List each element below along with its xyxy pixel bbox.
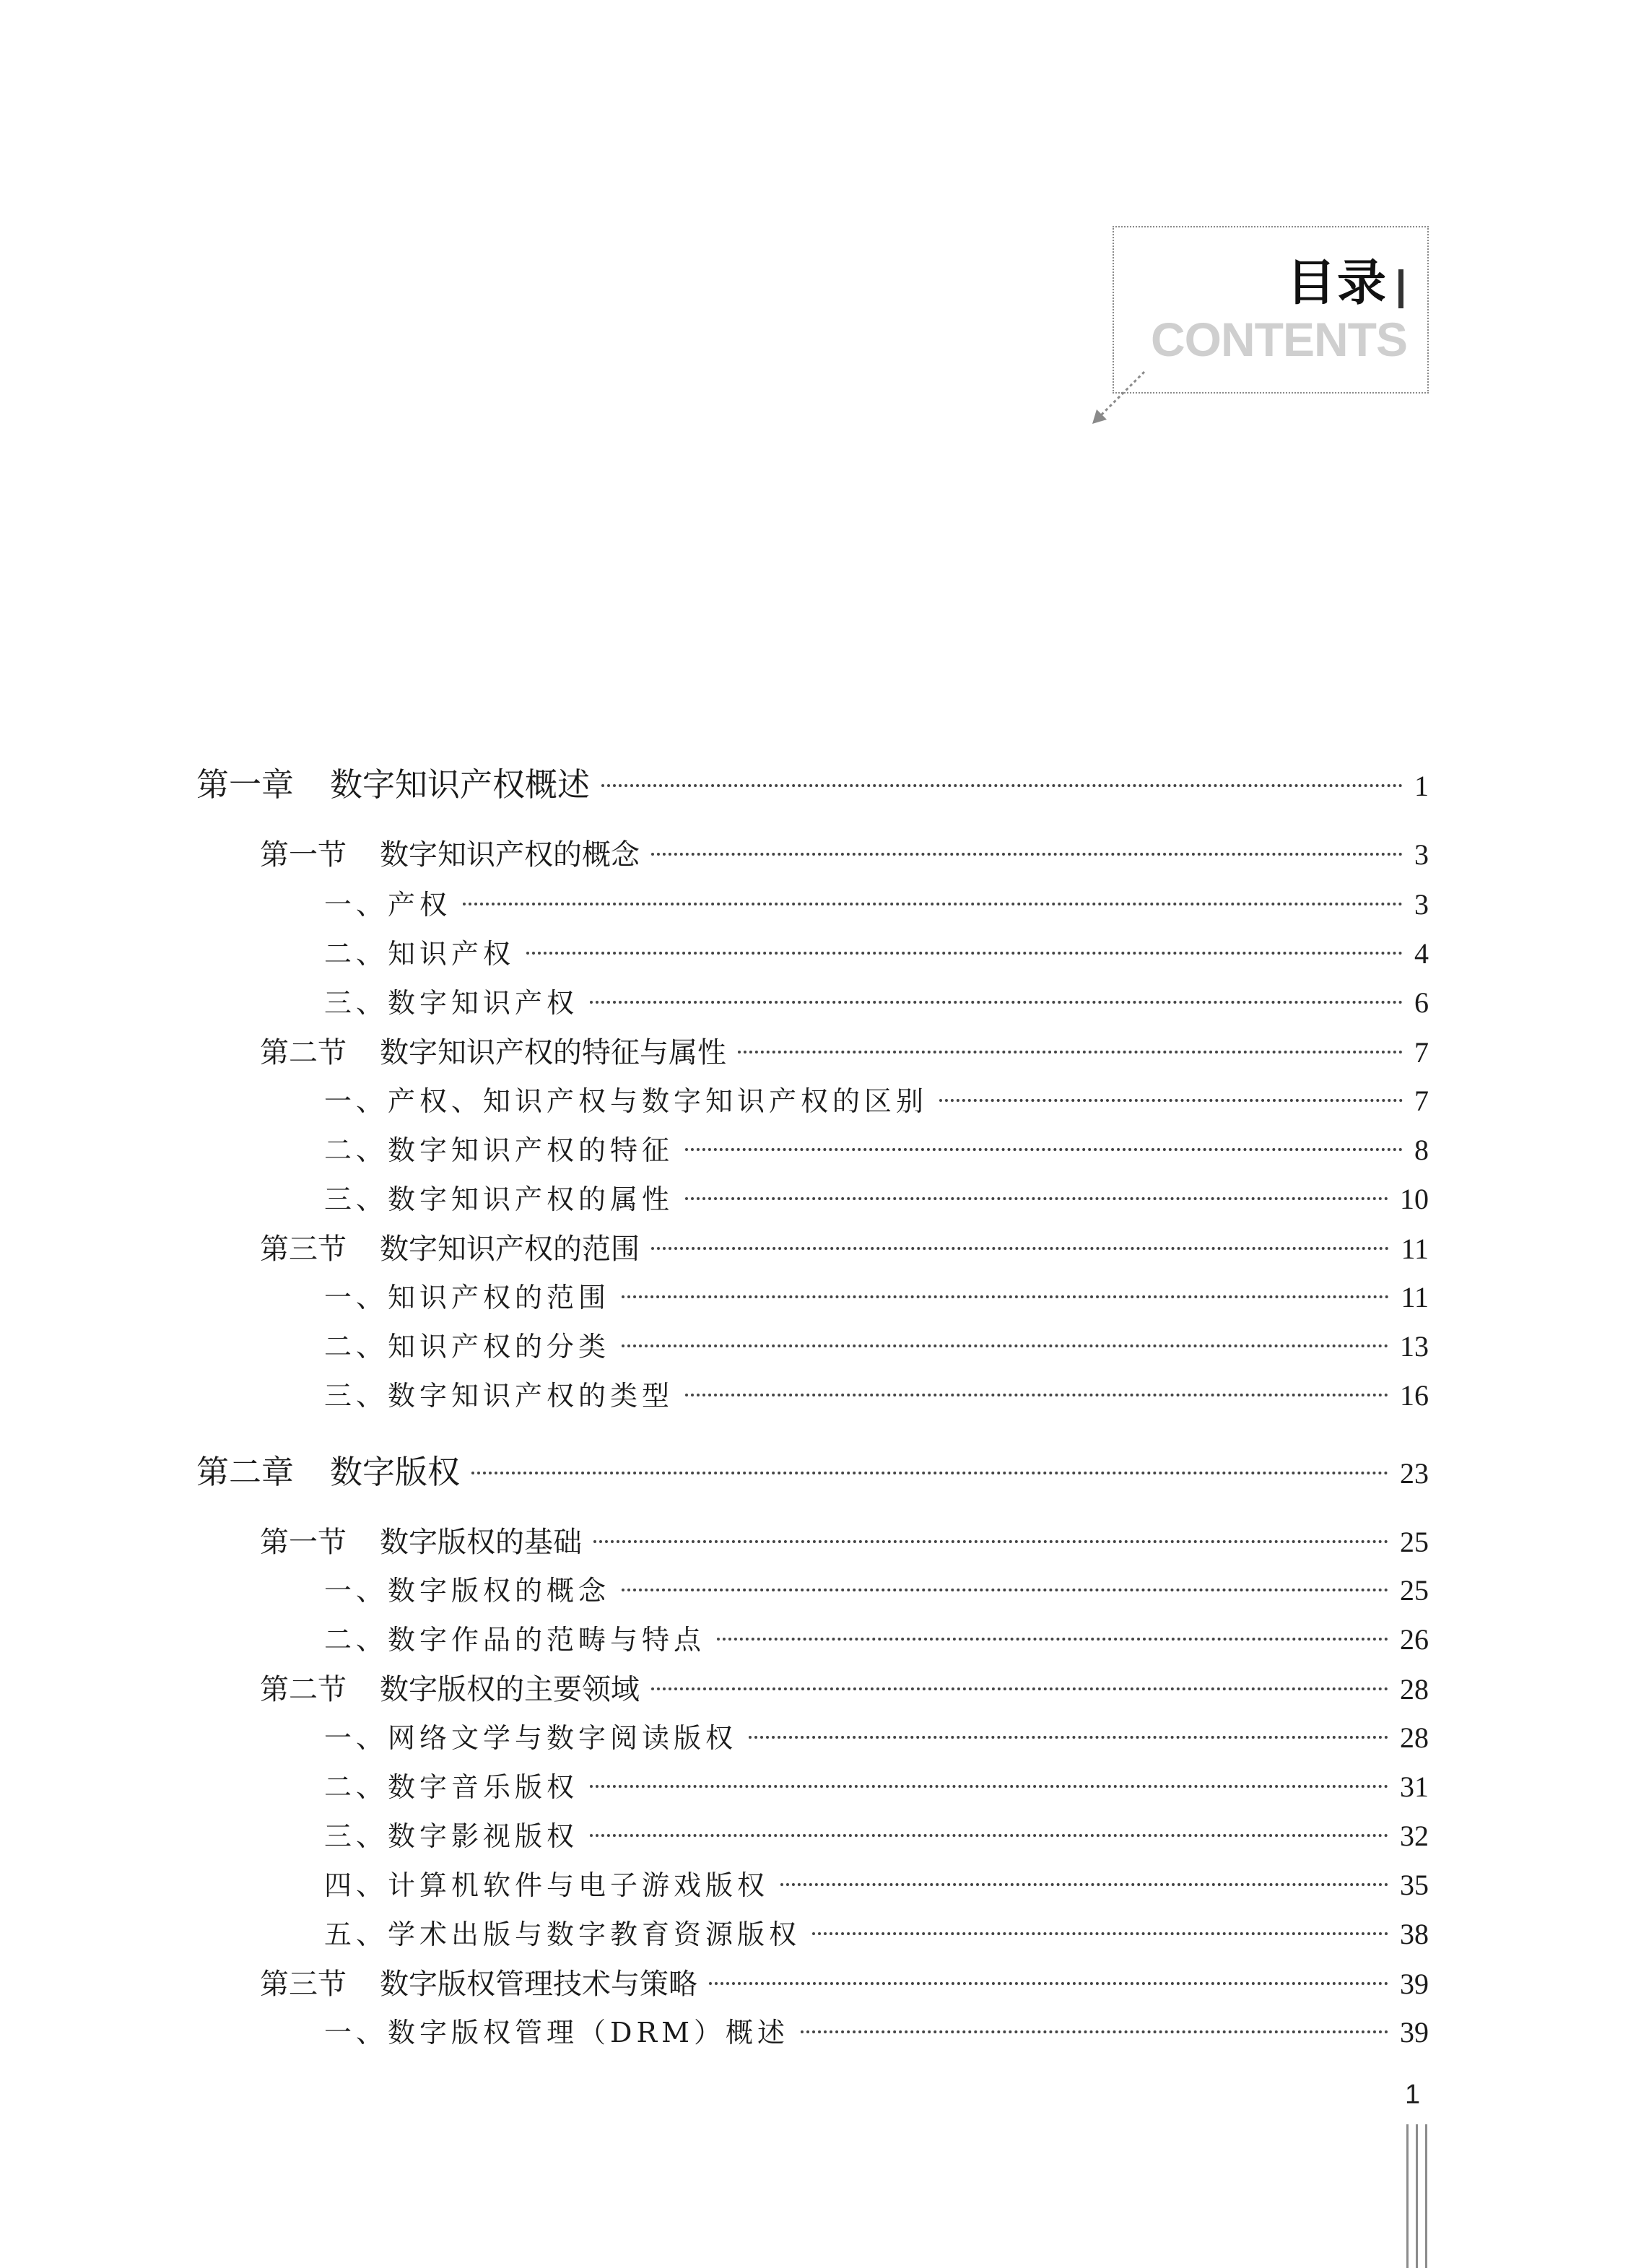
toc-entry-number: 第二节 (260, 1036, 347, 1069)
toc-item[interactable] (324, 981, 1429, 1020)
dot-leader (685, 1393, 1388, 1396)
toc-item[interactable] (324, 1863, 1429, 1903)
dot-leader (651, 852, 1403, 856)
toc-entry-label (260, 1961, 697, 2002)
toc-entry-number: 第二节 (260, 1673, 347, 1706)
toc-page-number: 39 (1400, 1968, 1429, 2000)
toc-page-number: 35 (1400, 1869, 1429, 1901)
toc-page-number: 7 (1414, 1085, 1429, 1117)
toc-page-number: 26 (1400, 1623, 1429, 1656)
dot-leader (463, 902, 1403, 905)
toc-page-number: 25 (1400, 1574, 1429, 1607)
toc-section[interactable] (260, 832, 1429, 873)
toc-entry-title: 二、知识产权 (324, 938, 515, 970)
dot-leader (622, 1295, 1389, 1298)
toc-entry-label (324, 1617, 705, 1657)
toc-page-number: 1 (1414, 770, 1429, 802)
dot-leader (801, 2030, 1388, 2033)
toc-entry-number: 第一章 (196, 765, 295, 804)
dot-leader (471, 1471, 1388, 1474)
edge-rule (1406, 2124, 1409, 2268)
toc-entry-title: 数字版权的基础 (380, 1526, 582, 1559)
toc-item[interactable] (324, 1568, 1429, 1608)
dot-leader (590, 1000, 1403, 1004)
dot-leader (685, 1196, 1388, 1200)
toc-item[interactable] (324, 1373, 1429, 1413)
toc-entry-label (324, 1275, 610, 1315)
toc-entry-number: 第一节 (260, 1526, 347, 1559)
toc-entry-title: 四、计算机软件与电子游戏版权 (324, 1869, 770, 1901)
toc-entry-title: 三、数字知识产权的类型 (324, 1380, 674, 1412)
toc-entry-label (324, 2010, 789, 2050)
dot-leader (622, 1344, 1388, 1347)
toc-entry-label (324, 1863, 769, 1903)
toc-entry-title: 二、数字作品的范畴与特点 (324, 1624, 706, 1656)
toc-entry-label (260, 1226, 640, 1267)
toc-chapter[interactable] (196, 1446, 1429, 1493)
toc-entry-label (260, 1519, 582, 1560)
toc-page-number: 28 (1400, 1673, 1429, 1706)
dot-leader (717, 1637, 1388, 1641)
dot-leader (622, 1588, 1388, 1591)
dot-leader (738, 1050, 1403, 1053)
toc-page-number: 3 (1414, 888, 1429, 921)
toc-page-number: 11 (1401, 1281, 1429, 1313)
toc-page-number: 25 (1400, 1526, 1429, 1558)
dot-leader (590, 1833, 1388, 1837)
dot-leader (939, 1098, 1403, 1102)
toc-entry-label (324, 1079, 928, 1118)
toc-entry-title: 数字版权的主要领域 (380, 1673, 640, 1706)
toc-page-number: 38 (1400, 1918, 1429, 1950)
toc-entry-label (324, 1814, 578, 1854)
toc-item[interactable] (324, 1765, 1429, 1804)
toc-entry-label (324, 882, 451, 922)
toc-entry-title: 数字版权管理技术与策略 (380, 1968, 697, 2001)
toc-entry-number: 第一节 (260, 838, 347, 872)
toc-item[interactable] (324, 1716, 1429, 1755)
toc-entry-title: 三、数字影视版权 (324, 1820, 579, 1852)
toc-entry-title: 数字知识产权的范围 (380, 1233, 640, 1266)
toc-page-number: 10 (1400, 1183, 1429, 1215)
toc-entry-label (324, 1765, 578, 1804)
toc-item[interactable] (324, 1617, 1429, 1657)
toc-entry-label (324, 981, 578, 1020)
toc-page-number: 13 (1400, 1330, 1429, 1363)
toc-entry-title: 五、学术出版与数字教育资源版权 (324, 1919, 801, 1950)
toc-entry-title: 一、网络文学与数字阅读版权 (324, 1722, 738, 1754)
toc-entry-label (324, 1373, 674, 1413)
toc-page-number: 3 (1414, 838, 1429, 871)
page-title: 目录 (1286, 255, 1388, 312)
toc-entry-title: 二、知识产权的分类 (324, 1331, 611, 1363)
toc-entry-title: 一、产权 (324, 889, 452, 921)
toc-section[interactable] (260, 1519, 1429, 1560)
dot-leader (749, 1735, 1388, 1739)
toc-entry-title: 数字知识产权的特征与属性 (380, 1036, 726, 1069)
toc-entry-number: 第二章 (196, 1453, 295, 1491)
dot-leader (709, 1981, 1388, 1985)
toc-entry-title: 三、数字知识产权 (324, 987, 579, 1019)
toc-page-number: 4 (1414, 937, 1429, 970)
toc-entry-title: 数字知识产权概述 (330, 765, 591, 804)
toc-entry-label (324, 1177, 674, 1217)
dot-leader (601, 783, 1403, 787)
toc-item[interactable] (324, 931, 1429, 971)
toc-page-number: 28 (1400, 1721, 1429, 1754)
toc-entry-label (324, 931, 515, 971)
toc-section[interactable] (260, 1030, 1429, 1071)
toc-item[interactable] (324, 1079, 1429, 1118)
toc-entry-label (260, 1667, 640, 1708)
page-number: 1 (1405, 2080, 1421, 2110)
toc-entry-number: 第三节 (260, 1968, 347, 2001)
toc-item[interactable] (324, 1814, 1429, 1854)
toc-entry-label (324, 1912, 801, 1952)
dot-leader (685, 1147, 1403, 1151)
dot-leader (780, 1882, 1388, 1886)
edge-rule (1425, 2124, 1427, 2268)
toc-entry-label (324, 1128, 674, 1168)
toc-entry-number: 第三节 (260, 1233, 347, 1266)
toc-entry-title: 一、数字版权的概念 (324, 1575, 611, 1607)
toc-section[interactable] (260, 1226, 1429, 1267)
toc-item[interactable] (324, 1128, 1429, 1168)
toc-entry-title: 数字知识产权的概念 (380, 838, 640, 872)
toc-page-number: 39 (1400, 2016, 1429, 2048)
dot-leader (590, 1784, 1388, 1788)
toc-entry-label (196, 1446, 460, 1493)
toc-item[interactable] (324, 1177, 1429, 1217)
toc-page-number: 32 (1400, 1820, 1429, 1852)
edge-rule (1416, 2124, 1418, 2268)
toc-section[interactable] (260, 1961, 1429, 2002)
toc-item[interactable] (324, 2010, 1429, 2050)
toc-section[interactable] (260, 1667, 1429, 1708)
toc-entry-title: 一、知识产权的范围 (324, 1282, 611, 1313)
toc-entry-title: 数字版权 (330, 1453, 461, 1491)
toc-entry-label (260, 1030, 726, 1071)
toc-page-number: 23 (1400, 1457, 1429, 1490)
dot-leader (651, 1687, 1388, 1690)
toc-page-number: 16 (1400, 1379, 1429, 1412)
toc-page-number: 11 (1401, 1233, 1429, 1265)
toc-entry-label (260, 832, 640, 873)
page-subtitle: CONTENTS (1151, 313, 1407, 366)
toc-entry-label (324, 1716, 737, 1755)
toc-page-number: 6 (1414, 986, 1429, 1019)
toc-entry-title: 二、数字音乐版权 (324, 1771, 579, 1803)
toc-entry-title: 一、产权、知识产权与数字知识产权的区别 (324, 1085, 928, 1117)
dot-leader (526, 951, 1403, 955)
toc-page-number: 31 (1400, 1770, 1429, 1803)
toc-page-number: 7 (1414, 1036, 1429, 1069)
toc-item[interactable] (324, 1324, 1429, 1364)
dot-leader (812, 1932, 1388, 1935)
toc-entry-title: 二、数字知识产权的特征 (324, 1134, 674, 1166)
dot-leader (651, 1246, 1389, 1250)
toc-chapter[interactable] (196, 758, 1429, 805)
toc-entry-label (324, 1324, 610, 1364)
dot-leader (593, 1539, 1388, 1543)
toc-entry-label (196, 758, 590, 805)
toc-item[interactable] (324, 882, 1429, 922)
toc-page-number: 8 (1414, 1134, 1429, 1166)
toc-item[interactable] (324, 1275, 1429, 1315)
toc-entry-title: 一、数字版权管理（DRM）概述 (324, 2017, 789, 2048)
toc-entry-title: 三、数字知识产权的属性 (324, 1183, 674, 1215)
toc-item[interactable] (324, 1912, 1429, 1952)
toc-entry-label (324, 1568, 610, 1608)
